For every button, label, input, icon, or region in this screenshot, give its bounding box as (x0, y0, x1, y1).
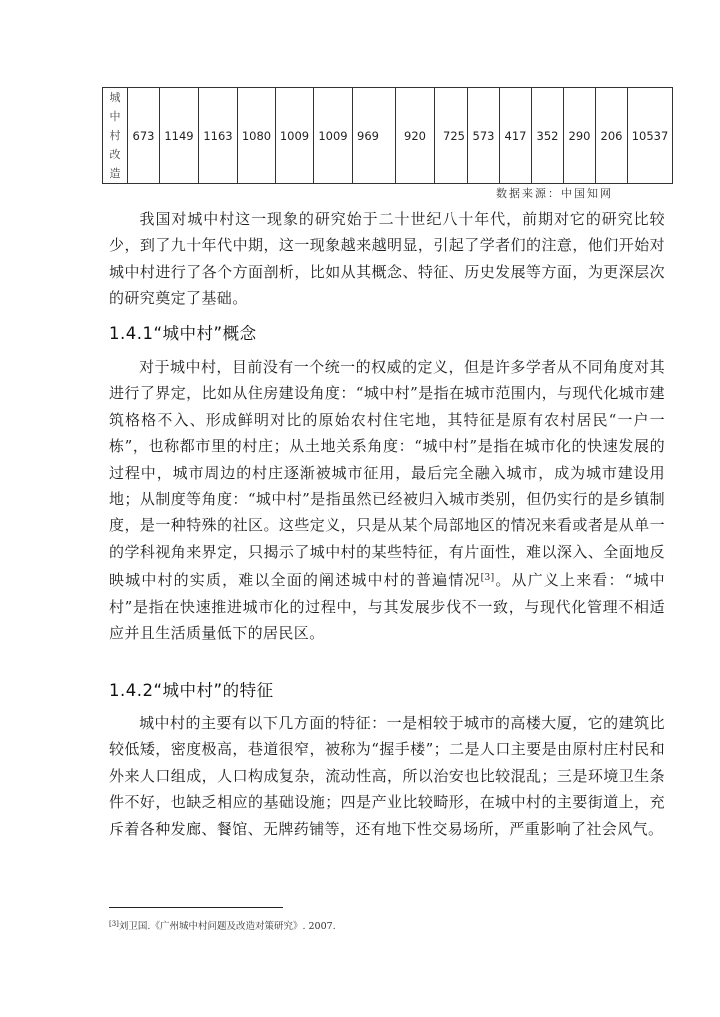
section-heading-1-4-2: 1.4.2“城中村”的特征 (109, 681, 274, 700)
footnote-text: 刘卫国.《广州城中村问题及改造对策研究》. 2007. (118, 921, 336, 932)
paragraph-text: 对于城中村，目前没有一个统一的权威的定义，但是许多学者从不同角度对其进行了界定，比如从住房建设角度：“城中村”是指在城市范围内，与现代化城市建筑格格不入、形成鲜明对比的原始农村住宅地，其特征是原有农村居民“一户一栋”，也称都市里的村庄；从土地关系角度：“城中村”是指在城市化的快速发展的过程中，城市周边的村庄逐渐被城市征用，最后完全融入城市，成为城市建设用地；从制度等角度：“城中村”是指虽然已经被归入城市类别，但仍实行的是乡镇制度，是一种特殊的社区。这些定义，只是从某个局部地区的情况来看或者是从单一的学科视角来界定，只揭示了城中村的某些特征，有片面性，难以深入、全面地反映城中村的实质，难以全面的阐述城中村的普遍情况 (109, 358, 665, 590)
row-label-char: 改 (109, 148, 121, 161)
table-row (103, 88, 673, 184)
table-cell: 725 (435, 88, 468, 184)
footnote-divider (109, 907, 283, 908)
row-label-cell (103, 88, 128, 184)
section-heading-1-4-1: 1.4.1“城中村”概念 (109, 324, 257, 343)
paragraph-text: 我国对城中村这一现象的研究始于二十世纪八十年代，前期对它的研究比较少，到了九十年代中期，这一现象越来越明显，引起了学者们的注意，他们开始对城中村进行了各个方面剖析，比如从其概念、特征、历史发展等方面，为更深层次的研究奠定了基础。 (109, 210, 665, 308)
footnote-ref: [3] (109, 920, 119, 928)
table-cell: 417 (500, 88, 532, 184)
table-cell: 1163 (199, 88, 238, 184)
row-label-char: 村 (109, 129, 121, 142)
footnote (109, 918, 336, 932)
row-label-char: 造 (109, 167, 121, 180)
table-cell: 1009 (276, 88, 314, 184)
table-cell: 920 (396, 88, 435, 184)
data-table (102, 87, 673, 184)
row-label-char: 城 (109, 91, 121, 104)
paragraph-concept (109, 354, 665, 646)
row-label-char: 中 (109, 110, 121, 123)
citation-ref[interactable]: [3] (480, 573, 495, 584)
paragraph-text: 。从广义上来看：“城中村”是指在快速推进城市化的过程中，与其发展步伐不一致，与现代化管理不相适应并且生活质量低下的居民区。 (109, 571, 665, 643)
table-cell: 1009 (314, 88, 353, 184)
table-cell: 290 (564, 88, 596, 184)
paragraph-intro (109, 206, 665, 312)
table-cell: 969 (353, 88, 396, 184)
table-cell: 352 (532, 88, 564, 184)
table-cell: 1080 (238, 88, 276, 184)
table-cell: 206 (596, 88, 628, 184)
table-cell: 673 (128, 88, 160, 184)
paragraph-features (109, 710, 665, 842)
table-source-note: 数据来源：中国知网 (496, 187, 613, 200)
table-cell: 573 (468, 88, 500, 184)
table-cell: 1149 (160, 88, 199, 184)
paragraph-text: 城中村的主要有以下几方面的特征：一是相较于城市的高楼大厦，它的建筑比较低矮，密度极高，巷道很窄，被称为“握手楼”；二是人口主要是由原村庄村民和外来人口组成，人口构成复杂，流动性高，所以治安也比较混乱；三是环境卫生条件不好，也缺乏相应的基础设施；四是产业比较畸形，在城中村的主要街道上，充斥着各种发廊、餐馆、无牌药铺等，还有地下性交易场所，严重影响了社会风气。 (109, 714, 665, 838)
table-cell: 10537 (628, 88, 673, 184)
